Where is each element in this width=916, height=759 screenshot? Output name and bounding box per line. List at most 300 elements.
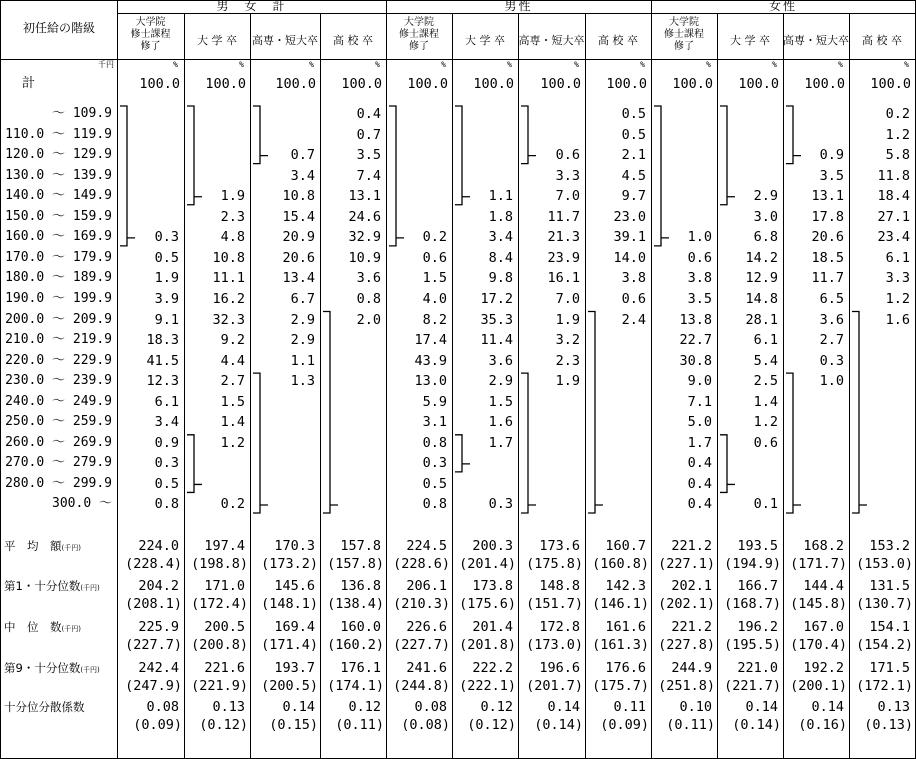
stat-prev-value: (0.09): [600, 717, 649, 733]
table-cell: 0.1: [753, 496, 778, 513]
stat-value: 242.4: [138, 660, 179, 676]
stat-value: 193.7: [274, 660, 315, 676]
table-cell: 16.2: [212, 290, 245, 307]
stat-value: 224.5: [406, 538, 447, 554]
stat-prev-value: (171.4): [261, 637, 318, 653]
table-cell: 14.2: [745, 249, 778, 266]
cumulative-bracket: [389, 106, 404, 246]
cumulative-bracket: [852, 312, 867, 514]
table-cell: 4.8: [220, 229, 245, 246]
group-header-2: 女性: [768, 0, 797, 13]
class-label: 120.0 ～ 129.9: [5, 147, 112, 163]
class-label: 170.0 ～ 179.9: [5, 249, 112, 265]
stat-value: 0.12: [480, 699, 513, 715]
table-cell: 10.8: [282, 188, 315, 205]
class-label: 250.0 ～ 259.9: [5, 414, 112, 430]
cumulative-bracket: [588, 312, 603, 514]
class-label: 150.0 ～ 159.9: [5, 208, 112, 224]
class-label: 280.0 ～ 299.9: [5, 475, 112, 491]
table-cell: 0.9: [819, 147, 844, 164]
table-cell: 39.1: [613, 229, 646, 246]
table-cell: 1.7: [687, 434, 712, 451]
table-cell: 10.8: [212, 249, 245, 266]
stat-value: 145.6: [274, 578, 315, 594]
table-cell: 6.1: [753, 332, 778, 349]
table-cell: 0.3: [154, 455, 179, 472]
table-cell: 2.9: [290, 311, 315, 328]
table-cell: 1.9: [555, 373, 580, 390]
table-cell: 43.9: [414, 352, 447, 369]
stat-value: 171.0: [204, 578, 245, 594]
column-header-2: 高専・短大卒: [252, 34, 318, 47]
stat-value: 167.0: [803, 619, 844, 635]
table-cell: 20.6: [282, 249, 315, 266]
table-cell: 4.5: [621, 167, 646, 184]
table-cell: 32.3: [212, 311, 245, 328]
table-cell: 1.6: [885, 311, 910, 328]
table-cell: 1.6: [488, 414, 513, 431]
table-cell: 11.7: [547, 208, 580, 225]
total-value: 100.0: [540, 76, 581, 92]
stat-prev-value: (0.09): [133, 717, 182, 733]
table-cell: 11.8: [877, 167, 910, 184]
stat-value: 196.2: [737, 619, 778, 635]
table-cell: 1.1: [488, 188, 513, 205]
table-cell: 17.4: [414, 332, 447, 349]
table-cell: 9.0: [687, 373, 712, 390]
stat-value: 166.7: [737, 578, 778, 594]
class-label: 160.0 ～ 169.9: [5, 229, 112, 245]
table-cell: 2.5: [753, 373, 778, 390]
stat-label-2: 中 位 数(千円): [4, 620, 81, 634]
table-cell: 10.9: [348, 249, 381, 266]
table-cell: 1.9: [154, 270, 179, 287]
stat-label-0: 平 均 額(千円): [4, 539, 81, 553]
total-value: 100.0: [804, 76, 845, 92]
stat-value: 131.5: [869, 578, 910, 594]
column-header-6: 高専・短大卒: [518, 34, 585, 47]
table-cell: 1.2: [753, 414, 778, 431]
stat-value: 196.6: [539, 660, 580, 676]
stat-prev-value: (221.9): [191, 678, 248, 694]
stat-value: 0.14: [282, 699, 315, 715]
stat-prev-value: (175.8): [526, 556, 583, 572]
table-cell: 2.9: [488, 373, 513, 390]
stat-prev-value: (0.12): [199, 717, 248, 733]
stat-value: 172.8: [539, 619, 580, 635]
table-cell: 21.3: [547, 229, 580, 246]
stat-value: 0.08: [146, 699, 179, 715]
unit-percent: %: [239, 60, 244, 69]
class-label: 200.0 ～ 209.9: [5, 311, 112, 327]
row-label-header: 初任給の階級: [22, 21, 95, 35]
stat-prev-value: (172.1): [856, 678, 913, 694]
unit-percent: %: [375, 60, 380, 69]
table-cell: 22.7: [679, 332, 712, 349]
stat-value: 202.1: [671, 578, 712, 594]
table-cell: 2.7: [819, 332, 844, 349]
unit-percent: %: [309, 60, 314, 69]
table-cell: 0.7: [290, 147, 315, 164]
table-cell: 14.0: [613, 249, 646, 266]
stat-value: 244.9: [671, 660, 712, 676]
stat-value: 192.2: [803, 660, 844, 676]
total-value: 100.0: [672, 76, 713, 92]
stat-prev-value: (0.12): [467, 717, 516, 733]
stat-prev-value: (130.7): [856, 596, 913, 612]
table-cell: 1.3: [290, 373, 315, 390]
table-cell: 5.4: [753, 352, 778, 369]
table-cell: 23.0: [613, 208, 646, 225]
class-label: 240.0 ～ 249.9: [5, 393, 112, 409]
stat-value: 0.14: [811, 699, 844, 715]
table-cell: 32.9: [348, 229, 381, 246]
table-cell: 23.9: [547, 249, 580, 266]
table-cell: 1.4: [220, 414, 245, 431]
table-cell: 23.4: [877, 229, 910, 246]
table-cell: 12.3: [146, 373, 179, 390]
stat-prev-value: (0.15): [269, 717, 318, 733]
table-cell: 0.6: [555, 147, 580, 164]
stat-value: 224.0: [138, 538, 179, 554]
table-cell: 0.8: [154, 496, 179, 513]
stat-value: 225.9: [138, 619, 179, 635]
stat-prev-value: (198.8): [191, 556, 248, 572]
unit-percent: %: [640, 60, 645, 69]
stat-prev-value: (228.4): [125, 556, 182, 572]
table-cell: 0.9: [154, 434, 179, 451]
unit-percent: %: [574, 60, 579, 69]
table-cell: 1.8: [488, 208, 513, 225]
stat-value: 221.6: [204, 660, 245, 676]
stat-value: 173.8: [472, 578, 513, 594]
stat-value: 0.13: [212, 699, 245, 715]
table-cell: 8.4: [488, 249, 513, 266]
stat-value: 144.4: [803, 578, 844, 594]
stat-prev-value: (201.4): [459, 556, 516, 572]
table-cell: 1.9: [220, 188, 245, 205]
stat-value: 193.5: [737, 538, 778, 554]
stat-value: 0.11: [613, 699, 646, 715]
table-cell: 2.3: [220, 208, 245, 225]
stat-prev-value: (200.1): [790, 678, 847, 694]
cumulative-bracket: [120, 106, 135, 246]
stat-value: 136.8: [340, 578, 381, 594]
table-cell: 0.3: [422, 455, 447, 472]
unit-percent: %: [838, 60, 843, 69]
stat-value: 221.2: [671, 619, 712, 635]
table-cell: 9.7: [621, 188, 646, 205]
table-cell: 3.5: [356, 147, 381, 164]
stat-value: 201.4: [472, 619, 513, 635]
stat-value: 160.7: [605, 538, 646, 554]
stat-value: 0.12: [348, 699, 381, 715]
stat-value: 221.0: [737, 660, 778, 676]
table-cell: 9.8: [488, 270, 513, 287]
unit-percent: %: [772, 60, 777, 69]
table-cell: 0.5: [154, 249, 179, 266]
table-cell: 3.8: [687, 270, 712, 287]
table-cell: 0.7: [356, 126, 381, 143]
stat-value: 0.10: [679, 699, 712, 715]
stat-prev-value: (154.2): [856, 637, 913, 653]
table-cell: 6.5: [819, 290, 844, 307]
table-cell: 0.8: [422, 496, 447, 513]
table-cell: 3.9: [154, 290, 179, 307]
table-cell: 3.2: [555, 332, 580, 349]
stat-prev-value: (221.7): [724, 678, 781, 694]
class-label: 190.0 ～ 199.9: [5, 290, 112, 306]
stat-prev-value: (172.4): [191, 596, 248, 612]
stat-prev-value: (148.1): [261, 596, 318, 612]
table-cell: 9.1: [154, 311, 179, 328]
table-cell: 1.5: [422, 270, 447, 287]
stat-value: 221.2: [671, 538, 712, 554]
table-cell: 0.8: [422, 434, 447, 451]
table-cell: 7.0: [555, 290, 580, 307]
stat-prev-value: (227.8): [658, 637, 715, 653]
stat-label-1: 第1・十分位数(千円): [4, 579, 100, 593]
column-header-1: 大 学 卒: [197, 34, 237, 47]
table-cell: 17.2: [480, 290, 513, 307]
table-cell: 13.1: [348, 188, 381, 205]
stat-prev-value: (0.16): [798, 717, 847, 733]
table-cell: 0.6: [422, 249, 447, 266]
table-cell: 0.8: [356, 290, 381, 307]
stat-value: 0.08: [414, 699, 447, 715]
table-cell: 5.8: [885, 147, 910, 164]
stat-prev-value: (222.1): [459, 678, 516, 694]
table-cell: 9.2: [220, 332, 245, 349]
unit-percent: %: [441, 60, 446, 69]
table-cell: 1.0: [819, 373, 844, 390]
stat-value: 204.2: [138, 578, 179, 594]
table-cell: 3.1: [422, 414, 447, 431]
cumulative-bracket: [786, 373, 801, 513]
total-value: 100.0: [870, 76, 911, 92]
table-cell: 1.2: [220, 434, 245, 451]
table-cell: 6.7: [290, 290, 315, 307]
table-cell: 1.2: [885, 290, 910, 307]
column-header-11: 高 校 卒: [862, 34, 902, 47]
stat-value: 0.14: [745, 699, 778, 715]
stat-prev-value: (200.8): [191, 637, 248, 653]
table-cell: 30.8: [679, 352, 712, 369]
table-cell: 2.1: [621, 147, 646, 164]
column-header-4: 大学院 修士課程 修了: [399, 17, 439, 52]
table-cell: 2.4: [621, 311, 646, 328]
table-cell: 1.1: [290, 352, 315, 369]
table-cell: 0.6: [621, 290, 646, 307]
column-header-9: 大 学 卒: [730, 34, 770, 47]
table-cell: 6.8: [753, 229, 778, 246]
cumulative-bracket: [521, 373, 536, 513]
cumulative-bracket: [654, 106, 669, 246]
class-label: 270.0 ～ 279.9: [5, 455, 112, 471]
table-cell: 7.0: [555, 188, 580, 205]
class-label: 110.0 ～ 119.9: [5, 126, 112, 142]
class-label: 180.0 ～ 189.9: [5, 270, 112, 286]
stat-value: 161.6: [605, 619, 646, 635]
table-cell: 0.2: [220, 496, 245, 513]
total-value: 100.0: [205, 76, 246, 92]
stat-unit: (千円): [80, 584, 100, 592]
unit-percent: %: [904, 60, 909, 69]
stat-prev-value: (247.9): [125, 678, 182, 694]
stat-value: 160.0: [340, 619, 381, 635]
stat-prev-value: (0.08): [401, 717, 450, 733]
stat-label-4: 十分位分散係数: [4, 700, 85, 714]
stat-value: 169.4: [274, 619, 315, 635]
class-label: 130.0 ～ 139.9: [5, 167, 112, 183]
stat-prev-value: (251.8): [658, 678, 715, 694]
stat-prev-value: (244.8): [393, 678, 450, 694]
stat-prev-value: (160.2): [327, 637, 384, 653]
stat-prev-value: (160.8): [592, 556, 649, 572]
table-cell: 3.4: [488, 229, 513, 246]
class-label: ～ 109.9: [52, 106, 112, 121]
table-cell: 1.0: [687, 229, 712, 246]
unit-percent: %: [173, 60, 178, 69]
stat-value: 157.8: [340, 538, 381, 554]
table-cell: 11.4: [480, 332, 513, 349]
table-cell: 0.2: [422, 229, 447, 246]
table-cell: 1.5: [488, 393, 513, 410]
table-cell: 3.3: [885, 270, 910, 287]
stat-value: 241.6: [406, 660, 447, 676]
stat-prev-value: (0.13): [864, 717, 913, 733]
column-header-10: 高専・短大卒: [783, 34, 849, 47]
table-cell: 3.4: [154, 414, 179, 431]
table-cell: 0.5: [621, 126, 646, 143]
stat-prev-value: (175.6): [459, 596, 516, 612]
table-cell: 6.1: [885, 249, 910, 266]
table-cell: 0.6: [753, 434, 778, 451]
table-cell: 27.1: [877, 208, 910, 225]
table-cell: 0.5: [422, 475, 447, 492]
group-header-1: 男性: [504, 0, 533, 13]
class-label: 220.0 ～ 229.9: [5, 352, 112, 368]
stat-prev-value: (201.7): [526, 678, 583, 694]
stat-value: 197.4: [204, 538, 245, 554]
table-cell: 18.4: [877, 188, 910, 205]
table-cell: 14.8: [745, 290, 778, 307]
table-cell: 2.9: [290, 332, 315, 349]
stat-prev-value: (161.3): [592, 637, 649, 653]
stat-prev-value: (208.1): [125, 596, 182, 612]
stat-prev-value: (210.3): [393, 596, 450, 612]
stat-value: 226.6: [406, 619, 447, 635]
table-cell: 0.4: [356, 106, 381, 122]
stat-prev-value: (195.5): [724, 637, 781, 653]
stat-value: 0.13: [877, 699, 910, 715]
table-cell: 11.7: [811, 270, 844, 287]
class-label: 140.0 ～ 149.9: [5, 188, 112, 204]
stat-prev-value: (157.8): [327, 556, 384, 572]
table-cell: 2.7: [220, 373, 245, 390]
cumulative-bracket: [323, 312, 338, 514]
table-cell: 3.6: [356, 270, 381, 287]
stat-prev-value: (0.14): [534, 717, 583, 733]
stat-prev-value: (174.1): [327, 678, 384, 694]
class-label: 210.0 ～ 219.9: [5, 332, 112, 348]
unit-percent: %: [706, 60, 711, 69]
total-value: 100.0: [407, 76, 448, 92]
table-cell: 4.0: [422, 290, 447, 307]
unit-percent: %: [507, 60, 512, 69]
table-cell: 12.9: [745, 270, 778, 287]
table-cell: 0.3: [488, 496, 513, 513]
table-cell: 0.5: [621, 106, 646, 122]
stat-prev-value: (0.11): [335, 717, 384, 733]
table-cell: 20.6: [811, 229, 844, 246]
stat-prev-value: (194.9): [724, 556, 781, 572]
class-label: 230.0 ～ 239.9: [5, 373, 112, 389]
column-header-7: 高 校 卒: [598, 34, 638, 47]
table-cell: 5.0: [687, 414, 712, 431]
stat-prev-value: (228.6): [393, 556, 450, 572]
stat-prev-value: (0.14): [732, 717, 781, 733]
stat-unit: (千円): [61, 544, 81, 552]
table-cell: 13.0: [414, 373, 447, 390]
table-cell: 16.1: [547, 270, 580, 287]
stat-value: 222.2: [472, 660, 513, 676]
table-cell: 11.1: [212, 270, 245, 287]
table-cell: 0.5: [154, 475, 179, 492]
table-cell: 18.5: [811, 249, 844, 266]
table-cell: 0.6: [687, 249, 712, 266]
table-cell: 41.5: [146, 352, 179, 369]
table-cell: 1.7: [488, 434, 513, 451]
stat-value: 200.5: [204, 619, 245, 635]
column-header-3: 高 校 卒: [333, 34, 373, 47]
table-cell: 20.9: [282, 229, 315, 246]
total-value: 100.0: [139, 76, 180, 92]
column-header-8: 大学院 修士課程 修了: [664, 17, 704, 52]
column-header-0: 大学院 修士課程 修了: [130, 17, 171, 52]
table-cell: 3.6: [819, 311, 844, 328]
total-value: 100.0: [275, 76, 316, 92]
stat-unit: (千円): [80, 666, 100, 674]
class-label: 300.0 ～: [52, 496, 112, 512]
table-cell: 7.1: [687, 393, 712, 410]
stat-prev-value: (153.0): [856, 556, 913, 572]
total-value: 100.0: [738, 76, 779, 92]
stat-value: 153.2: [869, 538, 910, 554]
stat-value: 142.3: [605, 578, 646, 594]
total-label: 計: [22, 76, 36, 91]
stat-value: 206.1: [406, 578, 447, 594]
total-value: 100.0: [473, 76, 514, 92]
stat-prev-value: (173.0): [526, 637, 583, 653]
group-header-0: 男 女 計: [216, 0, 287, 13]
table-cell: 3.6: [488, 352, 513, 369]
stat-prev-value: (138.4): [327, 596, 384, 612]
stat-prev-value: (146.1): [592, 596, 649, 612]
table-cell: 1.2: [885, 126, 910, 143]
stat-value: 173.6: [539, 538, 580, 554]
table-cell: 2.9: [753, 188, 778, 205]
stat-value: 168.2: [803, 538, 844, 554]
table-cell: 0.4: [687, 496, 712, 513]
stat-value: 0.14: [547, 699, 580, 715]
stat-value: 176.6: [605, 660, 646, 676]
stat-prev-value: (145.8): [790, 596, 847, 612]
stat-prev-value: (0.11): [666, 717, 715, 733]
table-cell: 3.3: [555, 167, 580, 184]
total-value: 100.0: [606, 76, 647, 92]
column-header-5: 大 学 卒: [465, 34, 505, 47]
